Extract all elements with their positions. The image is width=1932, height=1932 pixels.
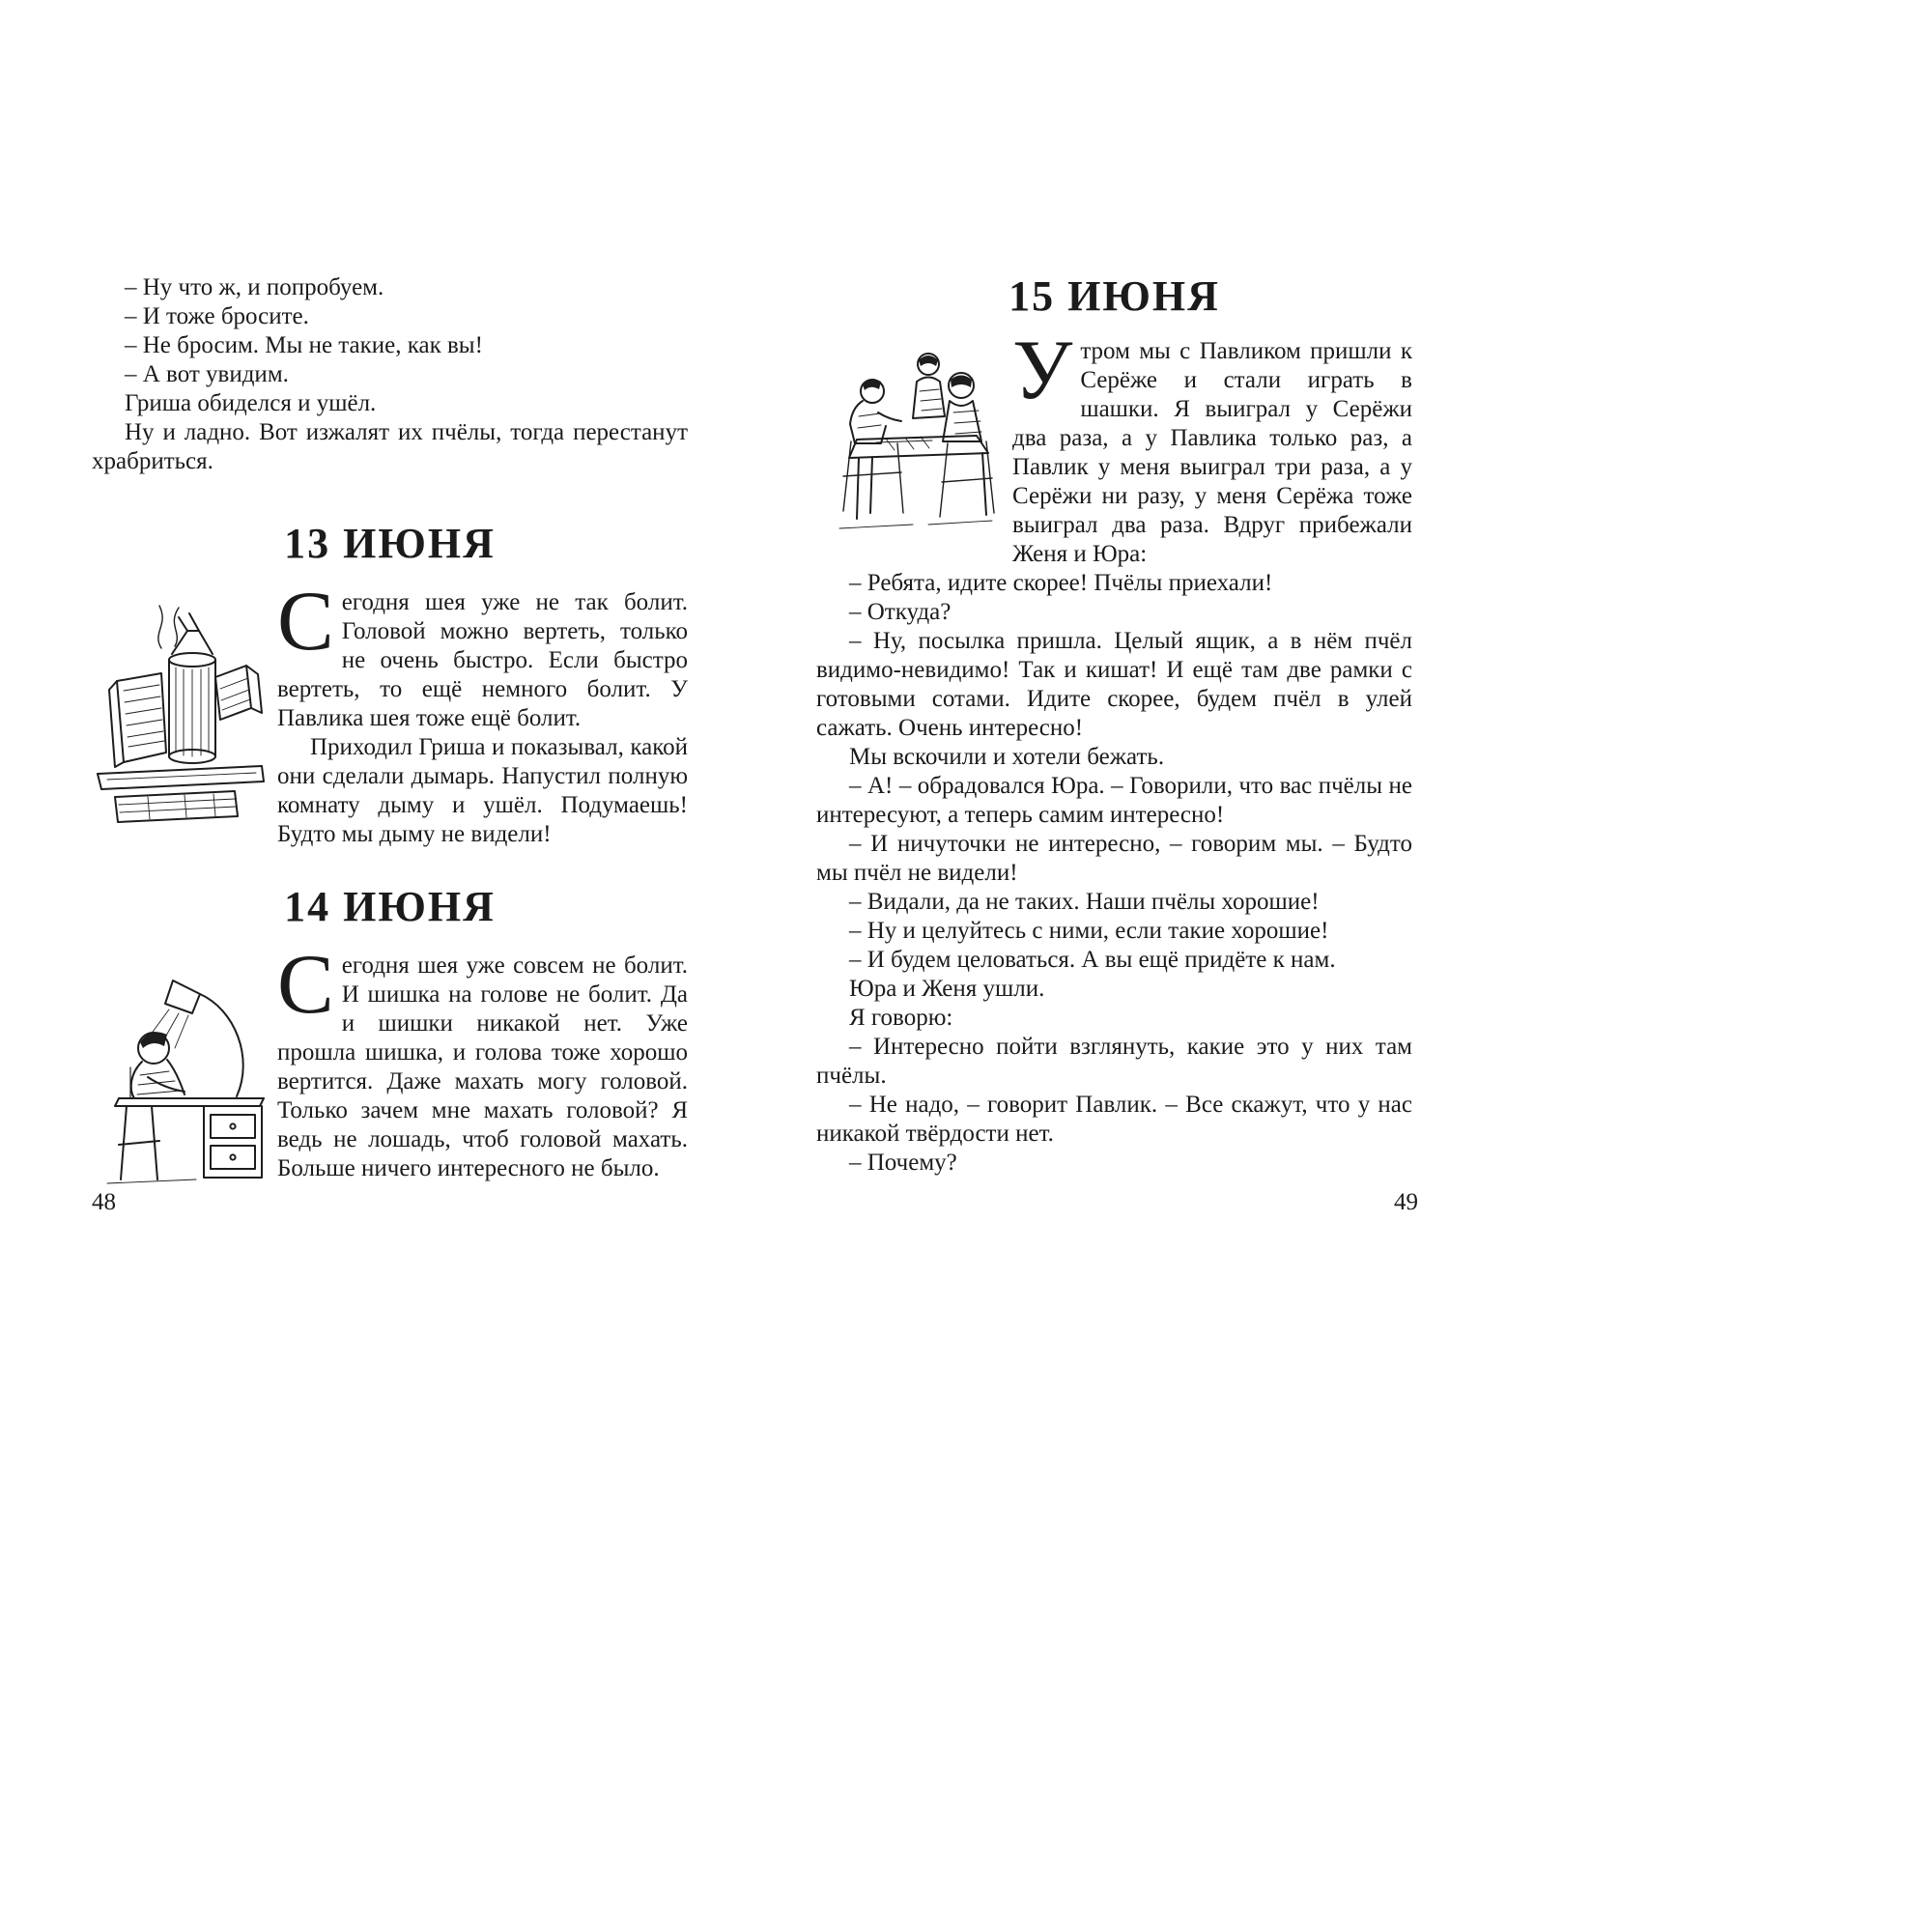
dialogue-line: – Не бросим. Мы не такие, как вы! [125,332,483,358]
left-page [92,273,688,1189]
entry-paragraph: – И ничуточки не интересно, – говорим мы. – Будто мы пчёл не видели! [816,831,1412,886]
entry-paragraph: – Интересно пойти взглянуть, какие это у них там пчёлы. [816,1034,1412,1089]
page-number-right: 49 [1394,1189,1418,1215]
entry-paragraph: – И будем целоваться. А вы ещё придёте к нам. [849,947,1336,973]
entry-text: егодня шея уже совсем не болит. И шишка на голове не болит. Да и шишки никакой нет. Уже прошла шишка, и голова тоже хорошо вертится. Даже махать могу головой. Только зачем мне махать головой? Я ведь не лошадь, чтоб головой махать. Больше ничего интересного не было. [277,952,688,1181]
right-page [816,273,1412,1178]
entry-heading-june-14: 14 ИЮНЯ [284,883,496,930]
boy-at-desk-illustration [92,953,268,1185]
dialogue-line: – И тоже бросите. [125,303,309,329]
diary-entry-june-15 [816,273,1412,1178]
dialogue-line: – Ну что ж, и попробуем. [125,274,384,300]
dialogue-block [92,273,688,476]
dropcap-letter: С [277,575,334,668]
entry-paragraph: – А! – обрадовался Юра. – Говорили, что вас пчёлы не интересуют, а теперь самим интересно! [816,773,1412,828]
entry-paragraph: Приходил Гриша и показывал, какой они сделали дымарь. Напустил полную комнату дыму и ушёл. Подумаешь! Будто мы дыму не видели! [277,734,688,847]
dialogue-line: Гриша обиделся и ушёл. [125,390,377,416]
bee-smoker-illustration [92,592,266,829]
checkers-game-illustration [816,339,1000,547]
diary-entry-june-14 [92,884,688,1183]
entry-text: егодня шея уже не так болит. Головой можно вертеть, только не очень быстро. Если быстро вертеть, то ещё немного болит. У Павлика шея тоже ещё болит. [277,589,688,731]
entry-paragraph: Юра и Женя ушли. [849,976,1045,1002]
entry-paragraph: – Ну, посылка пришла. Целый ящик, а в нём пчёл видимо-невидимо! Так и кишат! И ещё там две рамки с готовыми сотами. Идите скорее, будем пчёл в улей сажать. Очень интересно! [816,628,1412,741]
page-number-left: 48 [92,1189,116,1215]
diary-entry-june-13 [92,521,688,849]
entry-paragraph: – Почему? [849,1150,957,1176]
entry-paragraph: – Видали, да не таких. Наши пчёлы хорошие! [849,889,1320,915]
dialogue-line: Ну и ладно. Вот изжалят их пчёлы, тогда перестанут храбриться. [92,419,688,474]
entry-paragraph: Мы вскочили и хотели бежать. [849,744,1165,770]
entry-body [92,938,688,1183]
entry-paragraph: – Не надо, – говорит Павлик. – Все скажут, что у нас никакой твёрдости нет. [816,1092,1412,1147]
entry-paragraph: Я говорю: [849,1005,953,1031]
dropcap-letter: У [1012,324,1073,417]
dropcap-letter: С [277,938,334,1032]
entry-paragraph: – Откуда? [849,599,952,625]
entry-heading-june-15: 15 ИЮНЯ [1009,272,1220,320]
entry-body [816,324,1412,1178]
entry-paragraph: – Ну и целуйтесь с ними, если такие хорошие! [849,918,1329,944]
entry-paragraph: – Ребята, идите скорее! Пчёлы приехали! [849,570,1273,596]
entry-body [92,575,688,849]
dialogue-line: – А вот увидим. [125,361,289,387]
entry-heading-june-13: 13 ИЮНЯ [284,520,496,567]
entry-text: тром мы с Павликом пришли к Серёже и стали играть в шашки. Я выиграл у Серёжи два раза, а у Павлика только раз, а Павлик у меня выиграл три раза, а у Серёжи ни разу, у меня Серёжа тоже выиграл два раза. Вдруг прибежали Женя и Юра: [1012,338,1412,567]
